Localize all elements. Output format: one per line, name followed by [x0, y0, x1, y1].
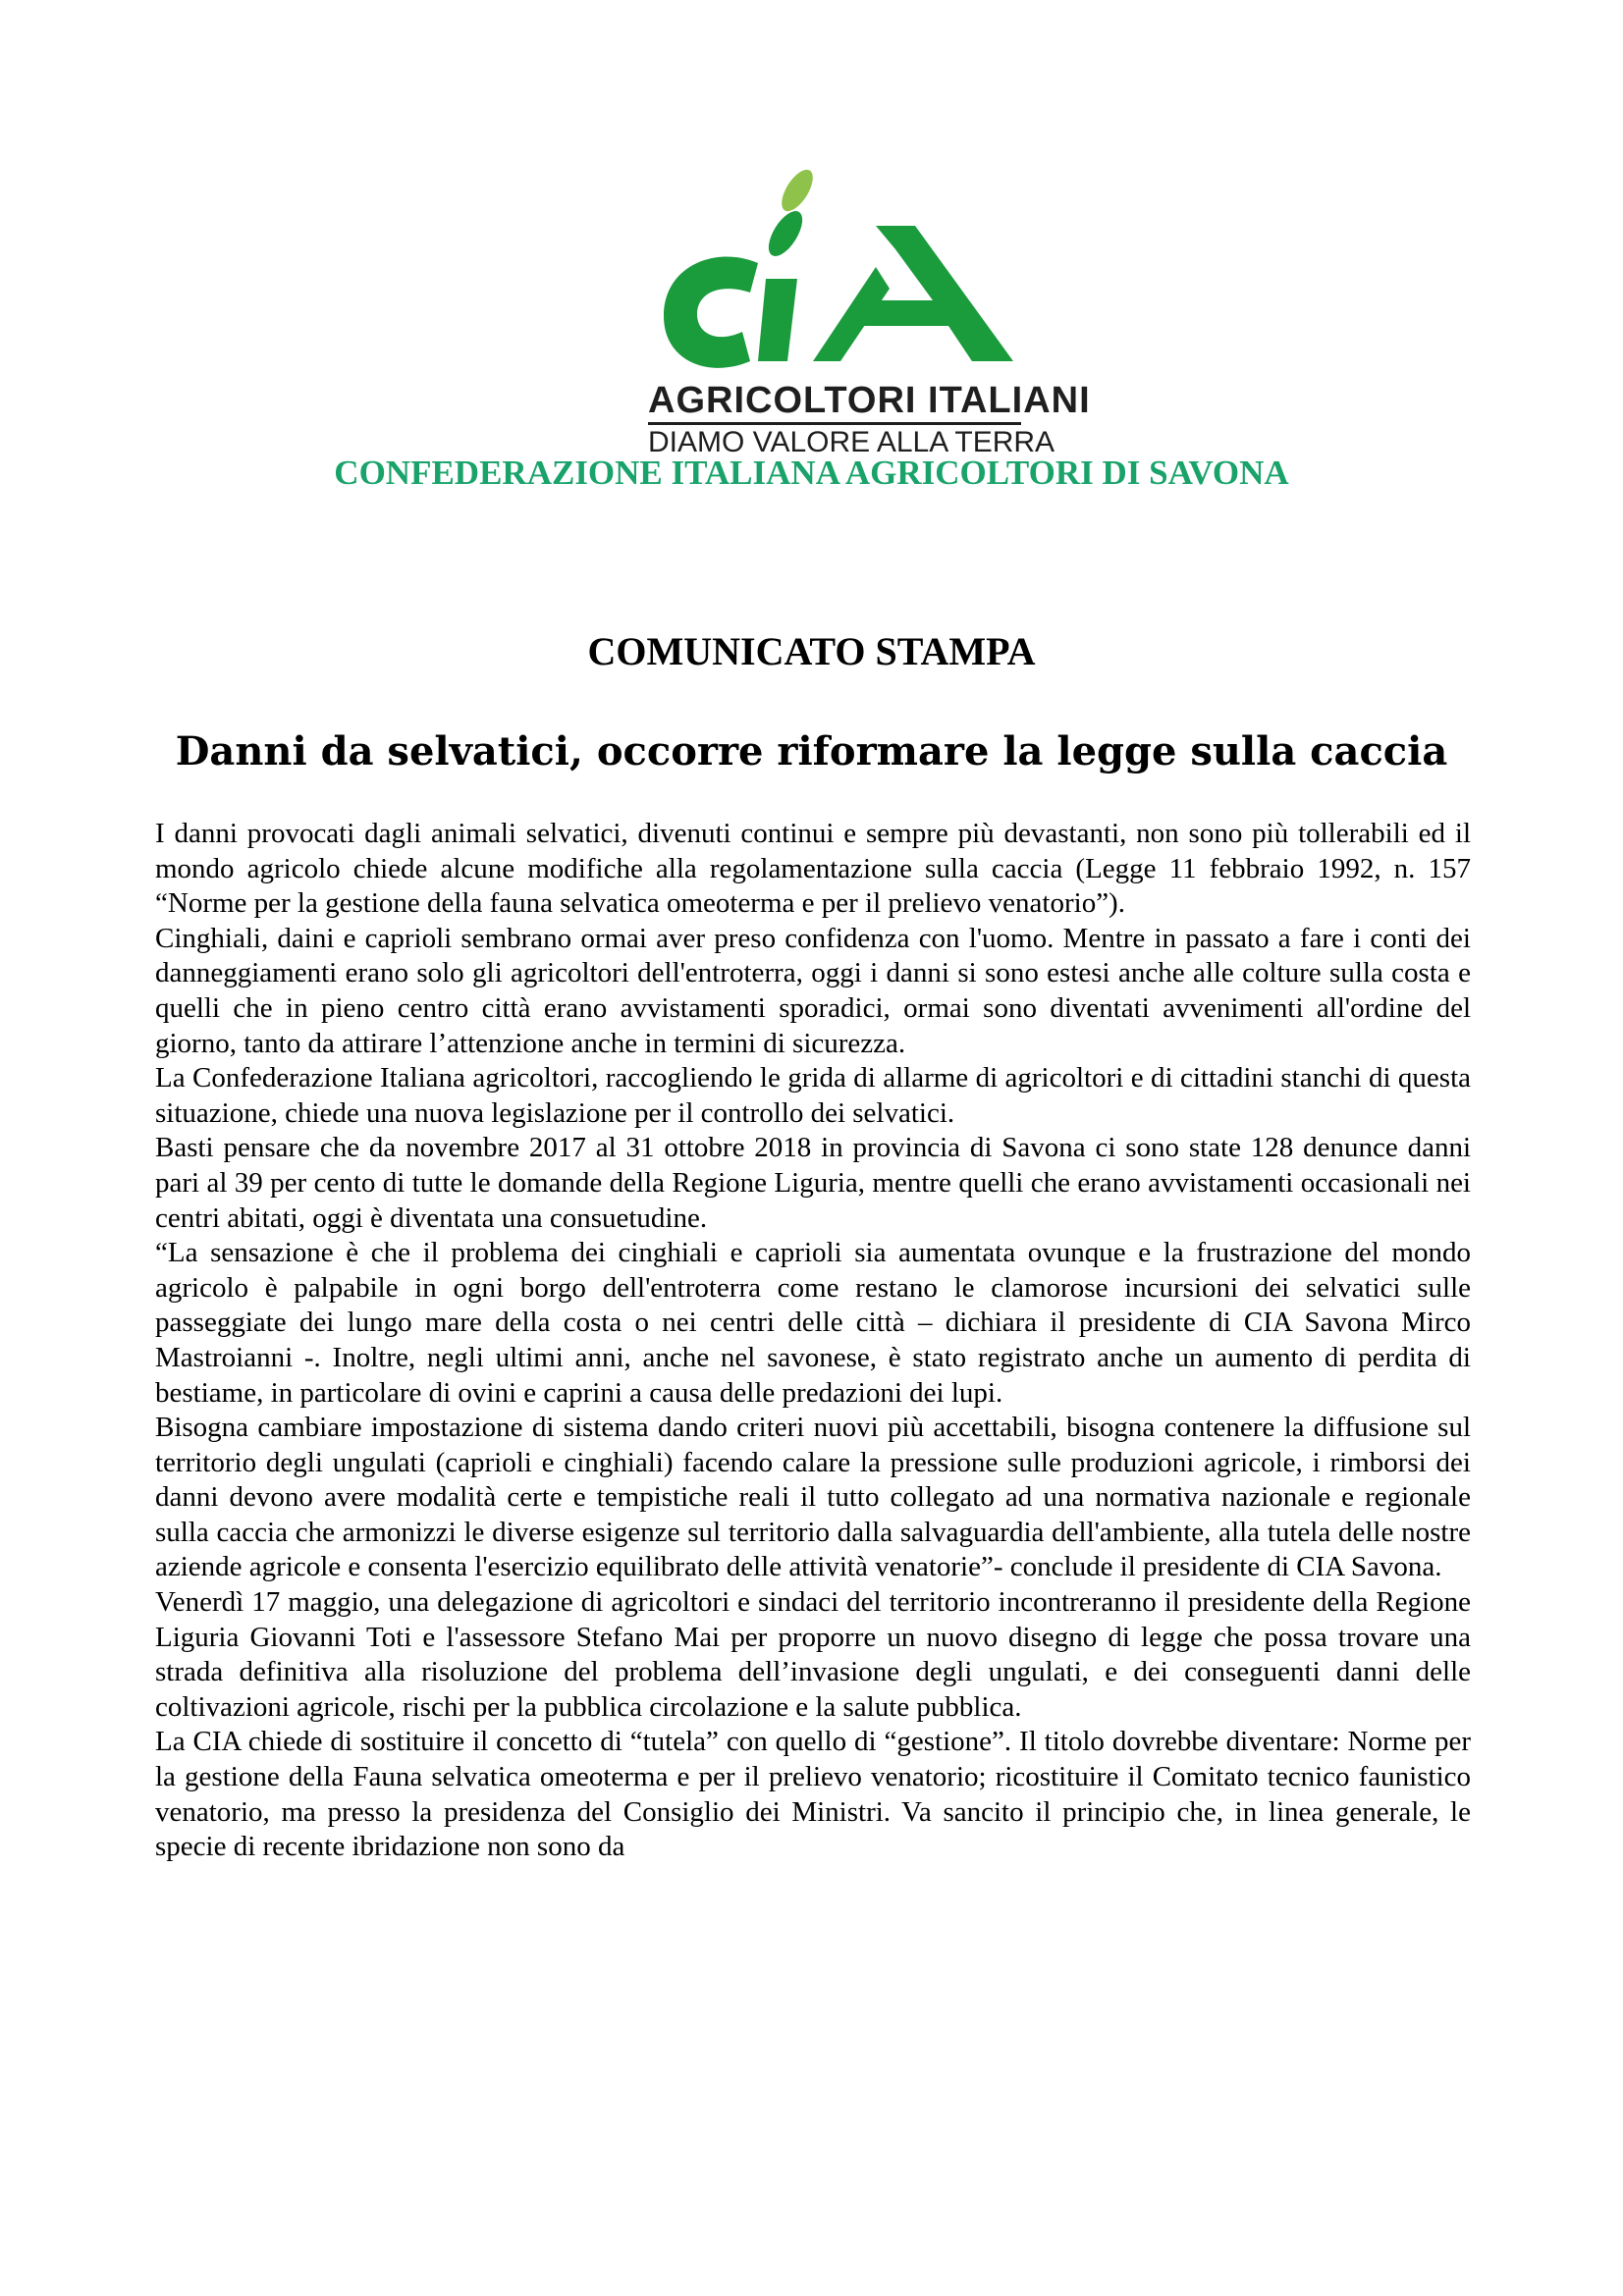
- cia-logo-mark: [648, 169, 1021, 380]
- body-text: [155, 817, 1471, 1865]
- logo-divider: [648, 422, 1021, 425]
- document-type: COMUNICATO STAMPA: [587, 629, 1036, 673]
- paragraph: Bisogna cambiare impostazione di sistema dando criteri nuovi più accettabili, bisogna contenere la diffusione sul territorio degli ungulati (caprioli e cinghiali) facendo calare la pressione sulle produzioni agricole, i rimborsi dei danni devono avere modalità certe e tempistiche reali il tutto collegato ad una normativa nazionale e regionale sulla caccia che armonizzi le diverse esigenze sul territorio dalla salvaguardia dell'ambiente, alla tutela delle nostre aziende agricole e consenta l'esercizio equilibrato delle attività venatorie”- conclude il presidente di CIA Savona.: [155, 1412, 1471, 1583]
- cia-logo: [648, 169, 1091, 458]
- paragraph: I danni provocati dagli animali selvatici, divenuti continui e sempre più devastanti, non sono più tollerabili ed il mondo agricolo chiede alcune modifiche alla regolamentazione sulla caccia (Legge 11 febbraio 1992, n. 157 “Norme per la gestione della fauna selvatica omeoterma e per il prelievo venatorio”).: [155, 818, 1471, 920]
- logo-title: AGRICOLTORI ITALIANI: [648, 380, 1091, 421]
- organization-name: CONFEDERAZIONE ITALIANA AGRICOLTORI DI SAVONA: [334, 454, 1289, 492]
- paragraph: La Confederazione Italiana agricoltori, raccogliendo le grida di allarme di agricoltori e di cittadini stanchi di questa situazione, chiede una nuova legislazione per il controllo dei selvatici.: [155, 1062, 1471, 1129]
- headline: Danni da selvatici, occorre riformare la legge sulla caccia: [175, 728, 1448, 774]
- paragraph: “La sensazione è che il problema dei cinghiali e caprioli sia aumentata ovunque e la frustrazione del mondo agricolo è palpabile in ogni borgo dell'entroterra come restano le clamorose incursioni dei selvatici sulle passeggiate dei lungo mare della costa o nei centri delle città – dichiara il presidente di CIA Savona Mirco Mastroianni -. Inoltre, negli ultimi anni, anche nel savonese, è stato registrato anche un aumento di perdita di bestiame, in particolare di ovini e caprini a causa delle predazioni dei lupi.: [155, 1237, 1471, 1409]
- paragraph: La CIA chiede di sostituire il concetto di “tutela” con quello di “gestione”. Il titolo dovrebbe diventare: Norme per la gestione della Fauna selvatica omeoterma e per il prelievo venatorio; ricostituire il Comitato tecnico faunistico venatorio, ma presso la presidenza del Consiglio dei Ministri. Va sancito il principio che, in linea generale, le specie di recente ibridazione non sono da: [155, 1726, 1471, 1863]
- logo-tagline: DIAMO VALORE ALLA TERRA: [648, 426, 1055, 458]
- paragraph: Venerdì 17 maggio, una delegazione di agricoltori e sindaci del territorio incontreranno il presidente della Regione Liguria Giovanni Toti e l'assessore Stefano Mai per proporre un nuovo disegno di legge che possa trovare una strada definitiva alla risoluzione del problema dell’invasione degli ungulati, e dei conseguenti danni delle coltivazioni agricole, rischi per la pubblica circolazione e la salute pubblica.: [155, 1586, 1471, 1723]
- paragraph: Basti pensare che da novembre 2017 al 31 ottobre 2018 in provincia di Savona ci sono state 128 denunce danni pari al 39 per cento di tutte le domande della Regione Liguria, mentre quelli che erano avvistamenti occasionali nei centri abitati, oggi è diventata una consuetudine.: [155, 1132, 1471, 1234]
- paragraph: Cinghiali, daini e caprioli sembrano ormai aver preso confidenza con l'uomo. Mentre in passato a fare i conti dei danneggiamenti erano solo gli agricoltori dell'entroterra, oggi i danni si sono estesi anche alle colture sulla costa e quelli che in pieno centro città erano avvistamenti sporadici, ormai sono diventati avvenimenti all'ordine del giorno, tanto da attirare l’attenzione anche in termini di sicurezza.: [155, 922, 1471, 1059]
